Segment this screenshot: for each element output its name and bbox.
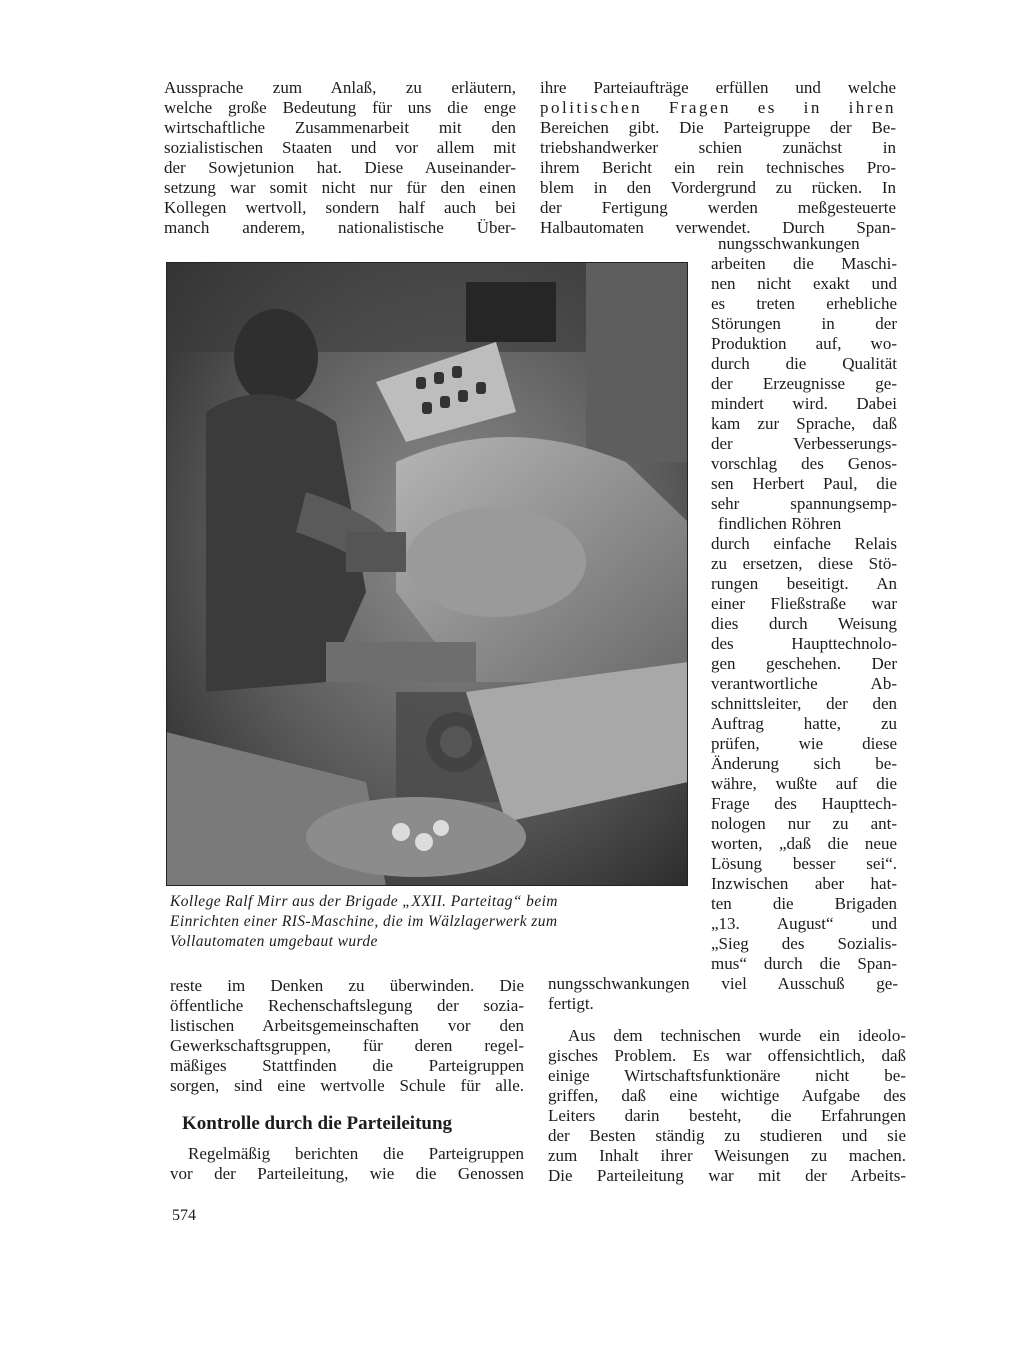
text-line: ten die Brigaden [711,894,897,913]
text-line: triebshandwerker schien zunächst in [540,138,896,157]
text-line: ihre Parteiaufträge erfüllen und welche [540,78,896,97]
text-line: Regelmäßig berichten die Parteigruppen [188,1144,524,1163]
text-line: ihrem Bericht ein rein technisches Pro- [540,158,896,177]
text-line: Produktion auf, wo- [711,334,897,353]
text-line: vor der Parteileitung, wie die Genossen [170,1164,524,1183]
text-line: gen geschehen. Der [711,654,897,673]
text-line: Gewerkschaftsgruppen, für deren regel- [170,1036,524,1055]
text-line: Auftrag hatte, zu [711,714,897,733]
text-line: griffen, daß eine wichtige Aufgabe des [548,1086,906,1105]
text-line: blem in den Vordergrund zu rücken. In [540,178,896,197]
text-line: Halbautomaten verwendet. Durch Span- [540,218,896,237]
section-heading: Kontrolle durch die Parteileitung [182,1113,453,1134]
text-line: reste im Denken zu überwinden. Die [170,976,524,995]
text-line: listischen Arbeitsgemeinschaften vor den [170,1016,524,1035]
text-line: zum Inhalt ihrer Weisungen zu machen. [548,1146,906,1165]
text-line: Kollegen wertvoll, sondern half auch bei [164,198,516,217]
text-line: fertigt. [548,994,594,1013]
text-line: nungsschwankungen [718,234,860,253]
caption-line: Vollautomaten umgebaut wurde [170,933,378,950]
text-line: „13. August“ und [711,914,897,933]
text-line: Leiters darin besteht, die Erfahrungen [548,1106,906,1125]
text-line: dies durch Weisung [711,614,897,633]
text-line: rungen beseitigt. An [711,574,897,593]
text-line: währe, wußte auf die [711,774,897,793]
text-line: der Fertigung werden meßgesteuerte [540,198,896,217]
text-line: Bereichen gibt. Die Parteigruppe der Be- [540,118,896,137]
text-line: sorgen, sind eine wertvolle Schule für alle. [170,1076,524,1095]
text-line: sen Herbert Paul, die [711,474,897,493]
text-line: einige Wirtschaftsfunktionäre nicht be- [548,1066,906,1085]
text-line: Inzwischen aber hat- [711,874,897,893]
text-line: wirtschaftliche Zusammenarbeit mit den [164,118,516,137]
page-number: 574 [172,1207,196,1224]
text-line: mus“ durch die Span- [711,954,897,973]
text-line: Aussprache zum Anlaß, zu erläutern, [164,78,516,97]
text-line: manch anderem, nationalistische Über- [164,218,516,237]
text-line: mindert wird. Dabei [711,394,897,413]
text-line: mäßiges Stattfinden die Parteigruppen [170,1056,524,1075]
text-line: verantwortliche Ab- [711,674,897,693]
text-line: nungsschwankungen viel Ausschuß ge- [548,974,898,993]
text-line: politischen Fragen es in ihren [540,98,896,117]
text-line: Änderung sich be- [711,754,897,773]
caption-line: Einrichten einer RIS-Maschine, die im Wälzlagerwerk zum [170,913,558,930]
text-line: „Sieg des Sozialis- [711,934,897,953]
text-line: Die Parteileitung war mit der Arbeits- [548,1166,906,1185]
text-line: welche große Bedeutung für uns die enge [164,98,516,117]
text-line: prüfen, wie diese [711,734,897,753]
text-line: durch die Qualität [711,354,897,373]
text-line: worten, „daß die neue [711,834,897,853]
text-line: des Haupttechnolo- [711,634,897,653]
text-line: findlichen Röhren [718,514,842,533]
text-line: arbeiten die Maschi- [711,254,897,273]
text-line: Lösung besser sei“. [711,854,897,873]
text-line: nen nicht exakt und [711,274,897,293]
text-line: gisches Problem. Es war offensichtlich, daß [548,1046,906,1065]
workshop-photo [166,262,688,886]
text-line: vorschlag des Genos- [711,454,897,473]
text-line: der Besten ständig zu studieren und sie [548,1126,906,1145]
photo-illustration [166,262,688,886]
text-line: durch einfache Relais [711,534,897,553]
text-line: sozialistischen Staaten und vor allem mit [164,138,516,157]
text-line: der Erzeugnisse ge- [711,374,897,393]
text-line: nologen nur zu ant- [711,814,897,833]
text-line: Frage des Haupttech- [711,794,897,813]
text-line: der Sowjetunion hat. Diese Auseinander- [164,158,516,177]
text-line: sehr spannungsemp- [711,494,897,513]
text-line: einer Fließstraße war [711,594,897,613]
text-line: Aus dem technischen wurde ein ideolo- [568,1026,906,1045]
caption-line: Kollege Ralf Mirr aus der Brigade „XXII. Parteitag“ beim [170,893,558,910]
text-line: zu ersetzen, diese Stö- [711,554,897,573]
text-line: kam zur Sprache, daß [711,414,897,433]
text-line: der Verbesserungs- [711,434,897,453]
text-line: Störungen in der [711,314,897,333]
text-line: schnittsleiter, der den [711,694,897,713]
text-line: öffentliche Rechenschaftslegung der sozia- [170,996,524,1015]
text-line: setzung war somit nicht nur für den einen [164,178,516,197]
text-line: es treten erhebliche [711,294,897,313]
